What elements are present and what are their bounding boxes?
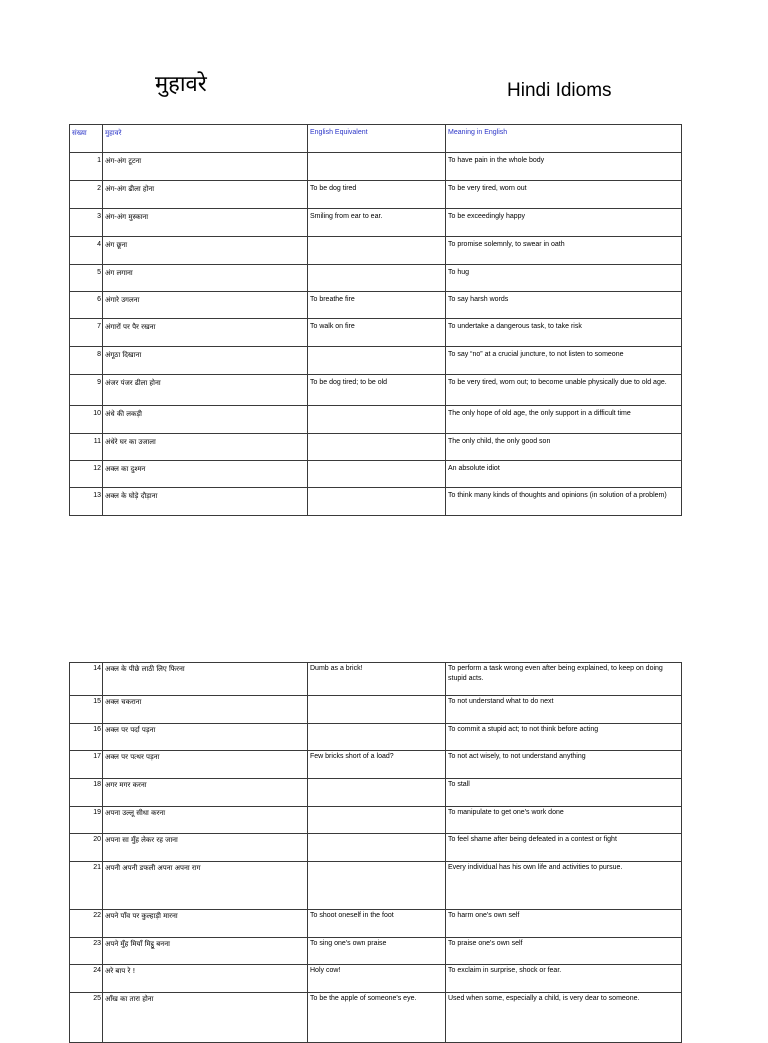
english-equivalent-cell: [308, 406, 446, 434]
english-equivalent-cell: Few bricks short of a load?: [308, 751, 446, 779]
english-equivalent-cell: [308, 488, 446, 516]
idiom-cell: अंगारों पर पैर रखना: [103, 319, 308, 347]
row-number: 6: [70, 292, 103, 319]
table-row: [70, 965, 682, 993]
idiom-cell: अक्ल के पीछे लाठी लिए फिरना: [103, 663, 308, 696]
table-row: [70, 461, 682, 488]
english-equivalent-cell: [308, 834, 446, 862]
idioms-table-2: [69, 662, 682, 1043]
meaning-cell: Used when some, especially a child, is very dear to someone.: [446, 993, 682, 1043]
idiom-cell: अपनी अपनी डफली अपना अपना राग: [103, 862, 308, 910]
table-row: [70, 696, 682, 724]
meaning-cell: The only child, the only good son: [446, 434, 682, 461]
meaning-cell: To think many kinds of thoughts and opinions (in solution of a problem): [446, 488, 682, 516]
row-number: 16: [70, 724, 103, 751]
table-row: [70, 265, 682, 292]
row-number: 24: [70, 965, 103, 993]
table-row: [70, 406, 682, 434]
table-row: [70, 751, 682, 779]
table-row: [70, 237, 682, 265]
meaning-cell: To stall: [446, 779, 682, 807]
table-row: [70, 663, 682, 696]
row-number: 4: [70, 237, 103, 265]
table-row: [70, 993, 682, 1043]
meaning-cell: To perform a task wrong even after being explained, to keep on doing stupid acts.: [446, 663, 682, 696]
idiom-cell: अक्ल के घोड़े दौड़ाना: [103, 488, 308, 516]
idioms-table-1: [69, 124, 682, 516]
meaning-cell: To exclaim in surprise, shock or fear.: [446, 965, 682, 993]
english-equivalent-cell: To be dog tired: [308, 181, 446, 209]
table-row: [70, 292, 682, 319]
idiom-cell: अंग-अंग ढीला होना: [103, 181, 308, 209]
meaning-cell: To have pain in the whole body: [446, 153, 682, 181]
idiom-cell: अपना सा मुँह लेकर रह जाना: [103, 834, 308, 862]
column-header-idiom: मुहावरे: [103, 125, 308, 153]
meaning-cell: Every individual has his own life and activities to pursue.: [446, 862, 682, 910]
meaning-cell: To not act wisely, to not understand anything: [446, 751, 682, 779]
english-equivalent-cell: [308, 347, 446, 375]
idiom-cell: आँख का तारा होना: [103, 993, 308, 1043]
row-number: 23: [70, 938, 103, 965]
idiom-cell: अक्ल पर पत्थर पड़ना: [103, 751, 308, 779]
english-equivalent-cell: To walk on fire: [308, 319, 446, 347]
row-number: 2: [70, 181, 103, 209]
row-number: 3: [70, 209, 103, 237]
row-number: 25: [70, 993, 103, 1043]
row-number: 21: [70, 862, 103, 910]
table-row: [70, 724, 682, 751]
table-row: [70, 807, 682, 834]
column-header-meaning: Meaning in English: [446, 125, 682, 153]
english-equivalent-cell: [308, 862, 446, 910]
idiom-cell: अपने पाँव पर कुल्हाड़ी मारना: [103, 910, 308, 938]
meaning-cell: The only hope of old age, the only support in a difficult time: [446, 406, 682, 434]
idiom-cell: अंगारे उगलना: [103, 292, 308, 319]
meaning-cell: To manipulate to get one's work done: [446, 807, 682, 834]
row-number: 5: [70, 265, 103, 292]
meaning-cell: To be very tired, worn out; to become unable physically due to old age.: [446, 375, 682, 406]
idiom-cell: अंग लगाना: [103, 265, 308, 292]
idiom-cell: अंजर पंजर ढीला होना: [103, 375, 308, 406]
table-row: [70, 862, 682, 910]
row-number: 13: [70, 488, 103, 516]
meaning-cell: To harm one's own self: [446, 910, 682, 938]
row-number: 10: [70, 406, 103, 434]
table-row: [70, 153, 682, 181]
row-number: 17: [70, 751, 103, 779]
english-equivalent-cell: [308, 807, 446, 834]
meaning-cell: To promise solemnly, to swear in oath: [446, 237, 682, 265]
idiom-cell: अपने मुँह मियाँ मिट्ठू बनना: [103, 938, 308, 965]
english-equivalent-cell: [308, 696, 446, 724]
english-equivalent-cell: [308, 461, 446, 488]
row-number: 1: [70, 153, 103, 181]
english-equivalent-cell: [308, 724, 446, 751]
table-row: [70, 347, 682, 375]
idiom-cell: अंधेरे घर का उजाला: [103, 434, 308, 461]
table-header-row: [70, 125, 682, 153]
idiom-cell: अगर मगर करना: [103, 779, 308, 807]
english-equivalent-cell: To be the apple of someone's eye.: [308, 993, 446, 1043]
idiom-cell: अंगूठा दिखाना: [103, 347, 308, 375]
page-title-hindi: मुहावरे: [155, 72, 207, 97]
meaning-cell: To be exceedingly happy: [446, 209, 682, 237]
meaning-cell: To praise one's own self: [446, 938, 682, 965]
idiom-cell: अपना उल्लू सीधा करना: [103, 807, 308, 834]
table-row: [70, 434, 682, 461]
meaning-cell: An absolute idiot: [446, 461, 682, 488]
english-equivalent-cell: To be dog tired; to be old: [308, 375, 446, 406]
english-equivalent-cell: [308, 434, 446, 461]
row-number: 12: [70, 461, 103, 488]
meaning-cell: To say “no” at a crucial juncture, to not listen to someone: [446, 347, 682, 375]
table-row: [70, 938, 682, 965]
meaning-cell: To hug: [446, 265, 682, 292]
english-equivalent-cell: [308, 265, 446, 292]
idiom-cell: अंग छूना: [103, 237, 308, 265]
english-equivalent-cell: [308, 153, 446, 181]
row-number: 7: [70, 319, 103, 347]
english-equivalent-cell: Holy cow!: [308, 965, 446, 993]
english-equivalent-cell: To shoot oneself in the foot: [308, 910, 446, 938]
english-equivalent-cell: Dumb as a brick!: [308, 663, 446, 696]
table-row: [70, 181, 682, 209]
english-equivalent-cell: [308, 237, 446, 265]
english-equivalent-cell: [308, 779, 446, 807]
row-number: 20: [70, 834, 103, 862]
row-number: 15: [70, 696, 103, 724]
page-title-english: Hindi Idioms: [507, 80, 612, 101]
table-row: [70, 910, 682, 938]
idiom-cell: अक्ल पर पर्दा पड़ना: [103, 724, 308, 751]
row-number: 11: [70, 434, 103, 461]
row-number: 18: [70, 779, 103, 807]
idiom-cell: अंग-अंग टूटना: [103, 153, 308, 181]
row-number: 22: [70, 910, 103, 938]
table-row: [70, 488, 682, 516]
row-number: 8: [70, 347, 103, 375]
table-row: [70, 319, 682, 347]
table-row: [70, 209, 682, 237]
english-equivalent-cell: Smiling from ear to ear.: [308, 209, 446, 237]
row-number: 9: [70, 375, 103, 406]
row-number: 14: [70, 663, 103, 696]
meaning-cell: To not understand what to do next: [446, 696, 682, 724]
meaning-cell: To undertake a dangerous task, to take risk: [446, 319, 682, 347]
english-equivalent-cell: To breathe fire: [308, 292, 446, 319]
english-equivalent-cell: To sing one's own praise: [308, 938, 446, 965]
idiom-cell: अरे बाप रे !: [103, 965, 308, 993]
meaning-cell: To say harsh words: [446, 292, 682, 319]
table-row: [70, 834, 682, 862]
column-header-english-equivalent: English Equivalent: [308, 125, 446, 153]
idiom-cell: अक्ल का दुश्मन: [103, 461, 308, 488]
meaning-cell: To feel shame after being defeated in a contest or fight: [446, 834, 682, 862]
idiom-cell: अंग-अंग मुस्काना: [103, 209, 308, 237]
idiom-cell: अंधे की लकड़ी: [103, 406, 308, 434]
table-row: [70, 375, 682, 406]
idiom-cell: अक्ल चकराना: [103, 696, 308, 724]
meaning-cell: To commit a stupid act; to not think before acting: [446, 724, 682, 751]
row-number: 19: [70, 807, 103, 834]
column-header-number: संख्या: [70, 125, 103, 153]
table-row: [70, 779, 682, 807]
meaning-cell: To be very tired, worn out: [446, 181, 682, 209]
